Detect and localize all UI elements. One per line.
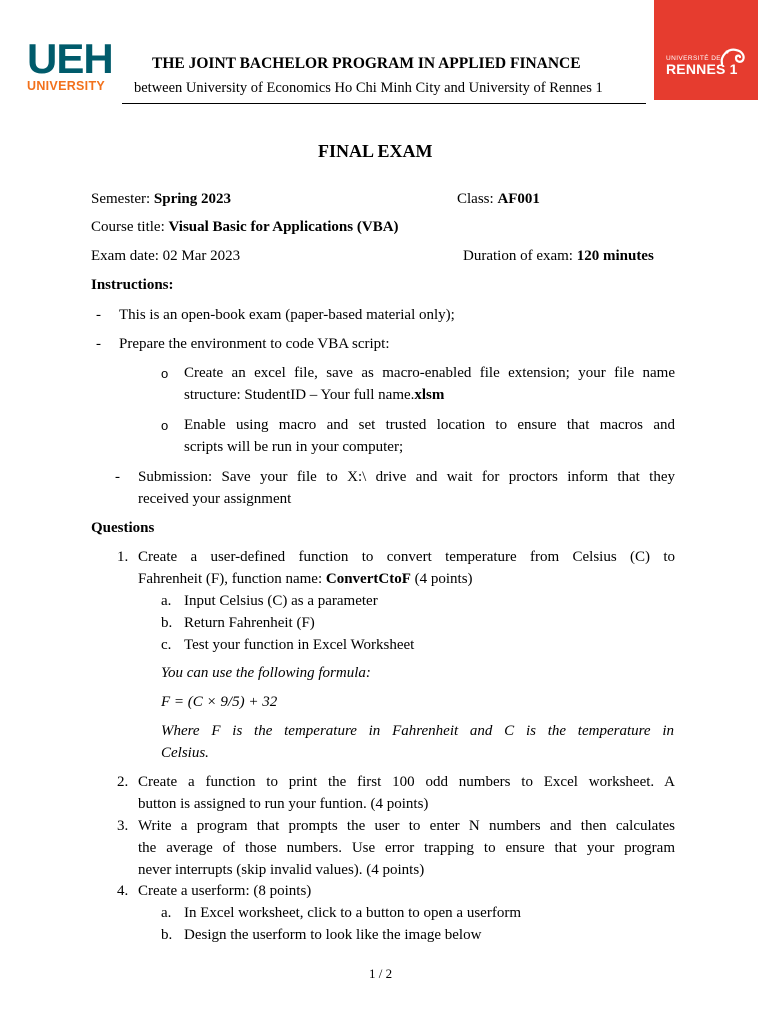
rennes-logo-univ: UNIVERSITÉ DE bbox=[666, 55, 722, 62]
question-text: Write a program that prompts the user to enter N numbers and then calculates bbox=[138, 818, 675, 834]
instruction-subitem-cont: structure: StudentID – Your full name.xlsm bbox=[184, 387, 445, 403]
sub-label: b. bbox=[161, 615, 173, 631]
class-value: AF001 bbox=[497, 191, 540, 207]
question-text-cont: never interrupts (skip invalid values). (4 points) bbox=[138, 862, 425, 878]
instruction-subitem-cont: scripts will be run in your computer; bbox=[184, 439, 404, 455]
rennes-logo-name: RENNES 1 bbox=[666, 61, 738, 77]
sub-item: In Excel worksheet, click to a button to open a userform bbox=[184, 905, 521, 921]
semester-line: Semester: Spring 2023 bbox=[91, 191, 232, 207]
ueh-logo-subtext: UNIVERSITY bbox=[27, 79, 106, 93]
questions-heading: Questions bbox=[91, 520, 155, 536]
sub-bullet: o bbox=[161, 418, 169, 433]
instruction-item: Submission: Save your file to X:\ drive and wait for proctors inform that they bbox=[138, 469, 675, 485]
question-number: 4. bbox=[117, 883, 129, 899]
question-number: 1. bbox=[117, 549, 129, 565]
instruction-subitem: Create an excel file, save as macro-enabled file extension; your file name bbox=[184, 365, 675, 381]
list-dash: - bbox=[96, 307, 101, 323]
duration-value: 120 minutes bbox=[576, 248, 654, 264]
ueh-logo bbox=[27, 35, 119, 93]
sub-label: c. bbox=[161, 637, 172, 653]
question-text-cont: button is assigned to run your funtion. (4 points) bbox=[138, 796, 429, 812]
list-dash: - bbox=[96, 336, 101, 352]
rennes-logo bbox=[654, 0, 758, 100]
sub-label: a. bbox=[161, 593, 172, 609]
semester-value: Spring 2023 bbox=[153, 191, 232, 207]
course-title-line: Course title: Visual Basic for Applications (VBA) bbox=[91, 219, 399, 235]
instructions-heading: Instructions: bbox=[91, 277, 174, 293]
program-subtitle: between University of Economics Ho Chi Minh City and University of Rennes 1 bbox=[134, 80, 603, 96]
instruction-item-cont: received your assignment bbox=[138, 491, 292, 507]
list-dash: - bbox=[115, 469, 120, 485]
sub-item: Design the userform to look like the image below bbox=[184, 927, 482, 943]
header-divider bbox=[122, 103, 646, 104]
sub-bullet: o bbox=[161, 366, 169, 381]
function-name: ConvertCtoF bbox=[325, 571, 411, 587]
formula: F = (C × 9/5) + 32 bbox=[161, 694, 278, 710]
question-text-cont: the average of those numbers. Use error trapping to ensure that your program bbox=[138, 840, 675, 856]
formula-explanation: Where F is the temperature in Fahrenheit and C is the temperature in bbox=[161, 723, 674, 739]
sub-item: Test your function in Excel Worksheet bbox=[184, 637, 415, 653]
duration-line: Duration of exam: 120 minutes bbox=[463, 248, 654, 264]
question-text-cont: Fahrenheit (F), function name: ConvertCtoF (4 points) bbox=[138, 571, 473, 587]
question-text: Create a user-defined function to convert temperature from Celsius (C) to bbox=[138, 549, 675, 565]
formula-intro: You can use the following formula: bbox=[161, 665, 371, 681]
exam-date-line: Exam date: 02 Mar 2023 bbox=[91, 248, 241, 264]
sub-item: Return Fahrenheit (F) bbox=[184, 615, 315, 631]
class-line: Class: AF001 bbox=[457, 191, 540, 207]
sub-label: a. bbox=[161, 905, 172, 921]
instruction-item: This is an open-book exam (paper-based material only); bbox=[119, 307, 455, 323]
question-number: 2. bbox=[117, 774, 129, 790]
page-number: 1 / 2 bbox=[369, 966, 393, 981]
page-title: FINAL EXAM bbox=[318, 141, 433, 161]
sub-item: Input Celsius (C) as a parameter bbox=[184, 593, 378, 609]
question-text: Create a userform: (8 points) bbox=[138, 883, 312, 899]
program-title: THE JOINT BACHELOR PROGRAM IN APPLIED FINANCE bbox=[152, 55, 581, 72]
question-text: Create a function to print the first 100 odd numbers to Excel worksheet. A bbox=[138, 774, 675, 790]
instruction-item: Prepare the environment to code VBA script: bbox=[119, 336, 390, 352]
question-number: 3. bbox=[117, 818, 129, 834]
sub-label: b. bbox=[161, 927, 173, 943]
course-value: Visual Basic for Applications (VBA) bbox=[168, 219, 399, 235]
instruction-subitem: Enable using macro and set trusted location to ensure that macros and bbox=[184, 417, 675, 433]
ueh-logo-text: UEH bbox=[27, 35, 113, 82]
formula-explanation-cont: Celsius. bbox=[161, 745, 209, 761]
